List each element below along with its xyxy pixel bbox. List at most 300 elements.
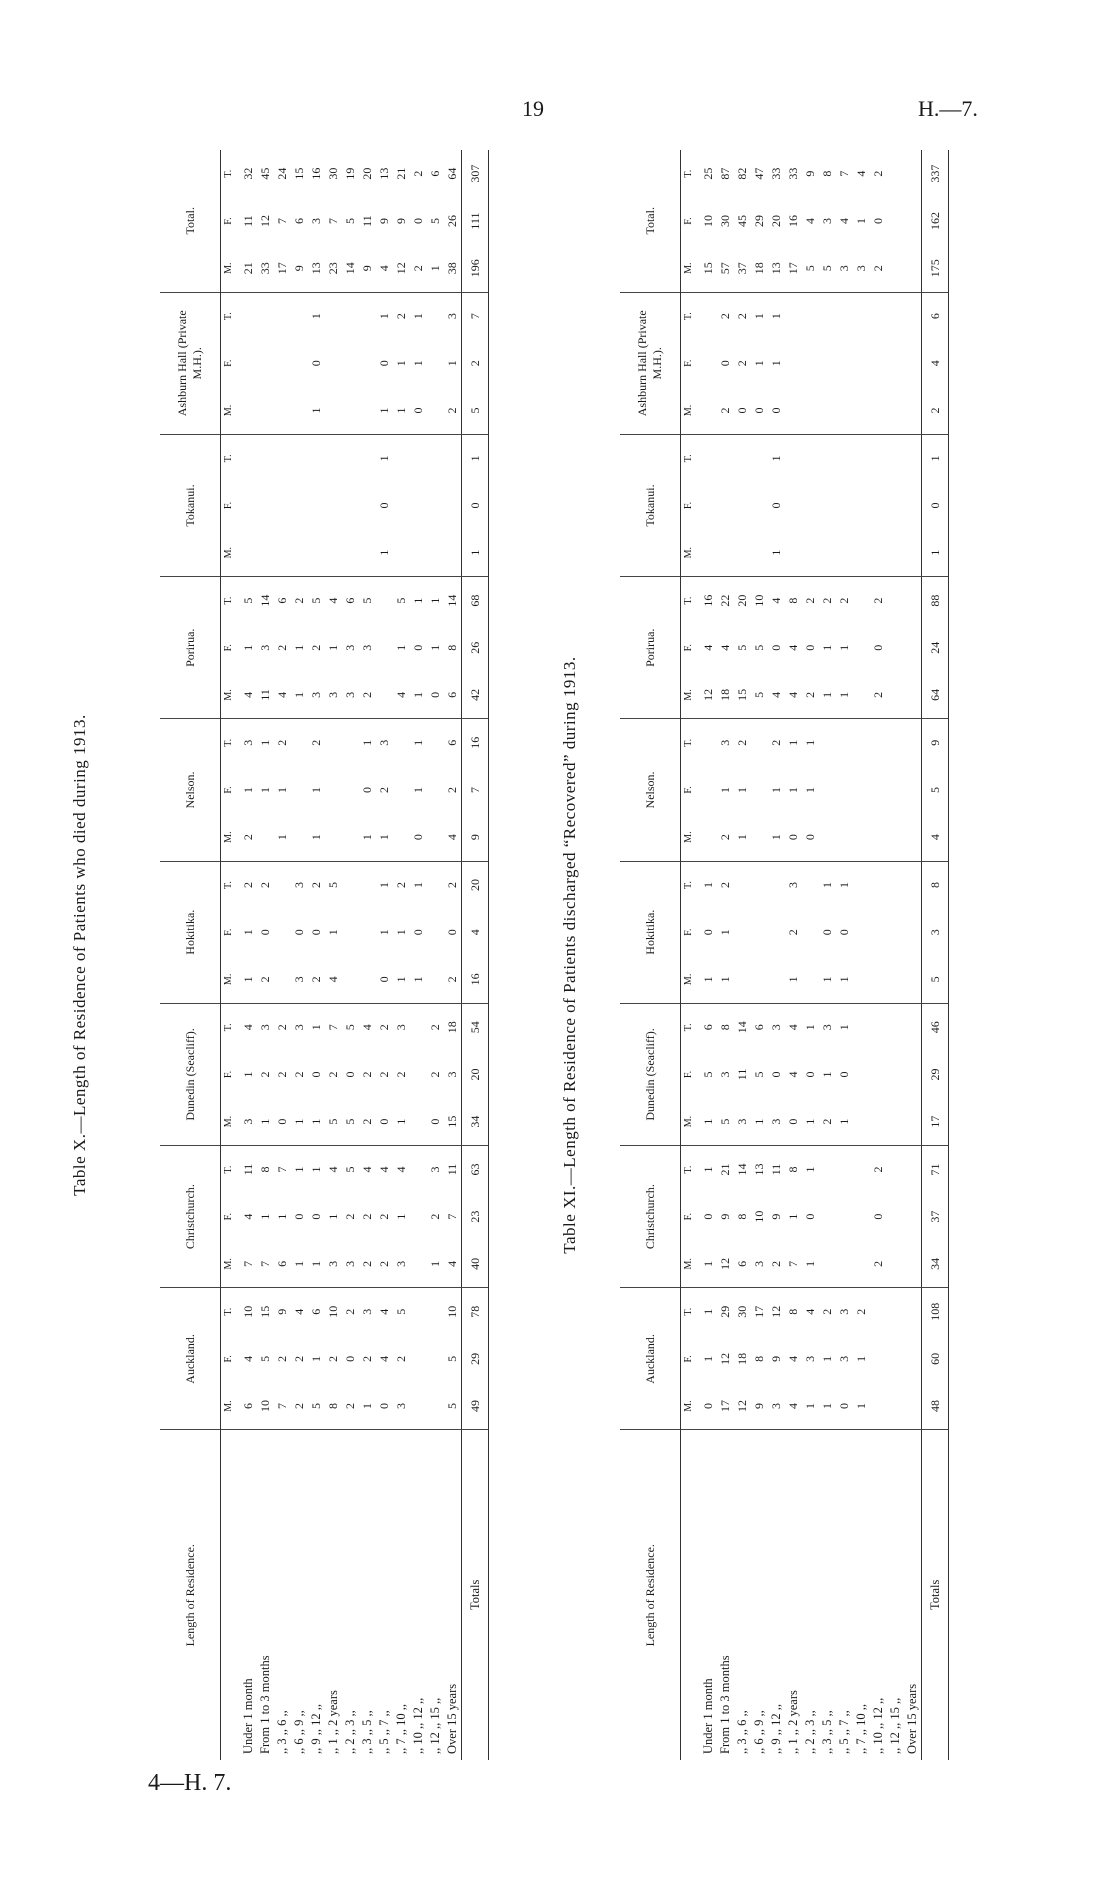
data-cell: 8 bbox=[786, 1166, 800, 1173]
data-cell bbox=[410, 1193, 427, 1240]
sex-column-label: F. bbox=[683, 501, 694, 510]
data-cell: 0 bbox=[411, 644, 425, 651]
data-cell: 1 bbox=[258, 1213, 272, 1220]
data-cell: 1 bbox=[735, 786, 749, 793]
data-cell: 2 bbox=[258, 1071, 272, 1078]
data-cell: 2 bbox=[309, 739, 323, 746]
data-cell: 1 bbox=[785, 956, 802, 1003]
sex-column-label: M. bbox=[681, 814, 697, 861]
total-cell: 4 bbox=[922, 814, 949, 861]
data-cell bbox=[342, 909, 359, 956]
data-cell: 2 bbox=[735, 360, 749, 367]
data-cell: 0 bbox=[376, 956, 393, 1003]
data-cell bbox=[904, 1098, 922, 1145]
data-cell bbox=[853, 387, 870, 434]
data-cell: 8 bbox=[735, 1213, 749, 1220]
data-cell bbox=[853, 766, 870, 813]
data-cell: 1 bbox=[394, 360, 408, 367]
sex-column-label: M. bbox=[681, 1098, 697, 1145]
total-cell: 108 bbox=[922, 1288, 949, 1335]
data-cell: 5 bbox=[343, 1166, 357, 1173]
data-cell: 2 bbox=[377, 1024, 391, 1031]
total-cell: 9 bbox=[462, 814, 489, 861]
data-cell bbox=[393, 766, 410, 813]
data-cell: 18 bbox=[751, 245, 768, 292]
table-row bbox=[236, 150, 257, 1760]
data-cell: 6 bbox=[292, 218, 306, 225]
table-row bbox=[325, 150, 342, 1760]
data-cell: 1 bbox=[427, 1240, 444, 1287]
table-row bbox=[427, 150, 444, 1760]
institution-header: Christchurch. bbox=[620, 1146, 681, 1288]
data-cell: 8 bbox=[325, 1383, 342, 1430]
data-cell bbox=[410, 1240, 427, 1287]
total-cell: 17 bbox=[922, 1098, 949, 1145]
row-label: ,, 7 ,, 10 ,, bbox=[394, 1704, 408, 1754]
data-cell: 0 bbox=[292, 929, 306, 936]
row-label: ,, 1 ,, 2 years bbox=[326, 1690, 340, 1754]
data-cell: 0 bbox=[410, 814, 427, 861]
data-cell bbox=[819, 529, 836, 576]
data-cell: 1 bbox=[309, 1355, 323, 1362]
data-cell: 1 bbox=[359, 814, 376, 861]
sex-column-label: F. bbox=[223, 1213, 234, 1221]
total-cell: 4 bbox=[462, 909, 489, 956]
data-cell: 3 bbox=[803, 1355, 817, 1362]
total-cell: 1 bbox=[462, 434, 489, 481]
data-cell: 2 bbox=[359, 1240, 376, 1287]
data-cell bbox=[236, 387, 257, 434]
data-cell bbox=[887, 434, 904, 481]
data-cell: 1 bbox=[275, 1213, 289, 1220]
institution-header: Auckland. bbox=[160, 1288, 221, 1430]
data-cell bbox=[887, 1098, 904, 1145]
data-cell: 3 bbox=[343, 644, 357, 651]
data-cell: 12 bbox=[769, 1305, 783, 1318]
data-cell: 1 bbox=[769, 455, 783, 462]
data-cell: 1 bbox=[360, 739, 374, 746]
data-cell: 2 bbox=[428, 1024, 442, 1031]
data-cell: 2 bbox=[837, 597, 851, 604]
sex-column-label: M. bbox=[221, 814, 237, 861]
data-cell bbox=[274, 292, 291, 339]
data-cell bbox=[257, 482, 274, 529]
table-x-title: Table X.—Length of Residence of Patients who died during 1913. bbox=[70, 714, 89, 1196]
data-cell bbox=[696, 766, 717, 813]
data-cell: 1 bbox=[701, 882, 715, 889]
data-cell: 0 bbox=[769, 644, 783, 651]
data-cell: 7 bbox=[326, 1024, 340, 1031]
data-cell: 3 bbox=[342, 1240, 359, 1287]
data-cell: 3 bbox=[853, 245, 870, 292]
footer-code: 4—H. 7. bbox=[148, 1770, 232, 1796]
data-cell: 6 bbox=[734, 1240, 751, 1287]
data-cell: 21 bbox=[236, 245, 257, 292]
data-cell: 1 bbox=[769, 313, 783, 320]
data-cell: 0 bbox=[785, 814, 802, 861]
data-cell bbox=[853, 340, 870, 387]
data-cell bbox=[257, 529, 274, 576]
data-cell bbox=[870, 1288, 887, 1335]
total-cell: 37 bbox=[922, 1193, 949, 1240]
row-label: ,, 2 ,, 3 ,, bbox=[803, 1710, 817, 1754]
data-cell: 47 bbox=[752, 167, 766, 180]
table-row bbox=[410, 150, 427, 1760]
data-cell: 0 bbox=[427, 1098, 444, 1145]
data-cell: 3 bbox=[445, 1071, 459, 1078]
data-cell: 5 bbox=[735, 644, 749, 651]
data-cell bbox=[427, 766, 444, 813]
data-cell: 13 bbox=[768, 245, 785, 292]
data-cell bbox=[444, 529, 462, 576]
data-cell bbox=[696, 482, 717, 529]
total-cell: 20 bbox=[462, 861, 489, 908]
data-cell: 4 bbox=[803, 218, 817, 225]
data-cell bbox=[887, 766, 904, 813]
data-cell bbox=[870, 434, 887, 481]
data-cell: 1 bbox=[376, 529, 393, 576]
data-cell: 1 bbox=[854, 218, 868, 225]
data-cell: 2 bbox=[717, 814, 734, 861]
row-label: ,, 6 ,, 9 ,, bbox=[292, 1710, 306, 1754]
data-cell: 2 bbox=[428, 1213, 442, 1220]
data-cell bbox=[904, 292, 922, 339]
data-cell bbox=[887, 909, 904, 956]
sex-column-label: F. bbox=[223, 644, 234, 652]
institution-header: Total. bbox=[160, 150, 221, 292]
table-row bbox=[444, 150, 462, 1760]
data-cell: 14 bbox=[735, 1163, 749, 1176]
data-cell: 16 bbox=[309, 167, 323, 180]
sex-column-label: T. bbox=[223, 1023, 234, 1032]
data-cell bbox=[802, 292, 819, 339]
data-cell bbox=[904, 482, 922, 529]
data-cell bbox=[887, 1003, 904, 1050]
data-cell: 2 bbox=[275, 1024, 289, 1031]
data-cell bbox=[836, 529, 853, 576]
total-cell: 46 bbox=[922, 1003, 949, 1050]
data-cell: 38 bbox=[444, 245, 462, 292]
data-cell: 1 bbox=[768, 814, 785, 861]
data-cell bbox=[853, 909, 870, 956]
data-cell: 15 bbox=[444, 1098, 462, 1145]
sub-blank bbox=[221, 1430, 237, 1760]
data-cell bbox=[768, 861, 785, 908]
data-cell: 2 bbox=[445, 786, 459, 793]
data-cell: 5 bbox=[428, 218, 442, 225]
data-cell bbox=[853, 482, 870, 529]
data-cell bbox=[904, 861, 922, 908]
data-cell: 3 bbox=[836, 245, 853, 292]
data-cell: 1 bbox=[411, 313, 425, 320]
data-cell bbox=[410, 434, 427, 481]
data-cell: 6 bbox=[445, 739, 459, 746]
table-row bbox=[785, 150, 802, 1760]
data-cell bbox=[376, 671, 393, 718]
data-cell bbox=[819, 766, 836, 813]
data-cell: 8 bbox=[258, 1166, 272, 1173]
sex-column-label: T. bbox=[223, 881, 234, 889]
data-cell bbox=[904, 577, 922, 624]
data-cell: 1 bbox=[820, 1355, 834, 1362]
data-cell: 11 bbox=[769, 1163, 783, 1176]
data-cell bbox=[427, 292, 444, 339]
data-cell: 1 bbox=[411, 597, 425, 604]
data-cell bbox=[342, 529, 359, 576]
data-cell: 2 bbox=[735, 313, 749, 320]
data-cell bbox=[393, 529, 410, 576]
sex-column-label: T. bbox=[683, 312, 694, 321]
data-cell bbox=[751, 814, 768, 861]
data-cell bbox=[410, 1335, 427, 1382]
data-cell: 4 bbox=[241, 1024, 255, 1031]
data-cell bbox=[734, 434, 751, 481]
data-cell: 15 bbox=[258, 1305, 272, 1318]
total-cell: 5 bbox=[462, 387, 489, 434]
data-cell bbox=[870, 529, 887, 576]
data-cell bbox=[819, 340, 836, 387]
data-cell: 1 bbox=[820, 644, 834, 651]
data-cell bbox=[427, 340, 444, 387]
data-cell: 5 bbox=[360, 597, 374, 604]
data-cell: 1 bbox=[752, 360, 766, 367]
table-row bbox=[853, 150, 870, 1760]
row-label: ,, 12 ,, 15 ,, bbox=[888, 1697, 902, 1754]
data-cell: 1 bbox=[359, 1383, 376, 1430]
data-cell: 45 bbox=[735, 215, 749, 228]
data-cell bbox=[410, 1146, 427, 1193]
data-cell: 20 bbox=[735, 594, 749, 607]
table-x-grid bbox=[160, 150, 489, 1760]
data-cell: 15 bbox=[734, 671, 751, 718]
data-cell: 29 bbox=[718, 1305, 732, 1318]
data-cell: 3 bbox=[325, 671, 342, 718]
data-cell: 8 bbox=[445, 644, 459, 651]
data-cell: 7 bbox=[275, 218, 289, 225]
data-cell: 5 bbox=[717, 1098, 734, 1145]
sex-column-label: F. bbox=[683, 1355, 694, 1363]
sex-column-label: M. bbox=[221, 1240, 237, 1287]
total-cell: 23 bbox=[462, 1193, 489, 1240]
sex-column-label: M. bbox=[221, 387, 237, 434]
data-cell bbox=[887, 340, 904, 387]
data-cell bbox=[836, 1240, 853, 1287]
row-label: ,, 9 ,, 12 ,, bbox=[309, 1704, 323, 1754]
institution-header: Total. bbox=[620, 150, 681, 292]
sex-column-label: M. bbox=[681, 671, 697, 718]
data-cell bbox=[836, 766, 853, 813]
data-cell: 18 bbox=[445, 1021, 459, 1034]
data-cell: 14 bbox=[258, 594, 272, 607]
data-cell: 1 bbox=[752, 313, 766, 320]
data-cell bbox=[410, 1288, 427, 1335]
data-cell: 1 bbox=[718, 786, 732, 793]
data-cell: 5 bbox=[802, 245, 819, 292]
data-cell bbox=[887, 150, 904, 197]
data-cell: 5 bbox=[308, 1383, 325, 1430]
total-cell: 20 bbox=[462, 1051, 489, 1098]
data-cell bbox=[359, 861, 376, 908]
data-cell: 9 bbox=[359, 245, 376, 292]
data-cell: 1 bbox=[751, 1098, 768, 1145]
institution-header: Ashburn Hall (Private M.H.). bbox=[160, 292, 221, 434]
sex-column-label: F. bbox=[683, 359, 694, 367]
data-cell: 1 bbox=[410, 671, 427, 718]
data-cell: 30 bbox=[735, 1305, 749, 1318]
total-cell: 1 bbox=[922, 434, 949, 481]
data-cell: 33 bbox=[257, 245, 274, 292]
data-cell bbox=[870, 1003, 887, 1050]
total-cell: 29 bbox=[922, 1051, 949, 1098]
data-cell bbox=[696, 340, 717, 387]
data-cell: 1 bbox=[308, 387, 325, 434]
data-cell bbox=[904, 1003, 922, 1050]
data-cell: 0 bbox=[360, 786, 374, 793]
sex-column-label: T. bbox=[683, 169, 694, 178]
data-cell: 4 bbox=[326, 1166, 340, 1173]
data-cell bbox=[785, 482, 802, 529]
data-cell: 2 bbox=[394, 1355, 408, 1362]
data-cell: 13 bbox=[308, 245, 325, 292]
data-cell: 7 bbox=[274, 1383, 291, 1430]
total-cell: 1 bbox=[462, 529, 489, 576]
totals-label: Totals bbox=[462, 1430, 489, 1760]
total-cell: 6 bbox=[922, 292, 949, 339]
data-cell bbox=[853, 1003, 870, 1050]
data-cell: 3 bbox=[718, 1071, 732, 1078]
data-cell: 17 bbox=[717, 1383, 734, 1430]
data-cell bbox=[734, 482, 751, 529]
data-cell bbox=[904, 671, 922, 718]
data-cell bbox=[802, 529, 819, 576]
data-cell: 21 bbox=[718, 1163, 732, 1176]
total-cell: 0 bbox=[462, 482, 489, 529]
data-cell: 0 bbox=[411, 929, 425, 936]
data-cell: 1 bbox=[394, 644, 408, 651]
data-cell: 2 bbox=[241, 882, 255, 889]
data-cell bbox=[257, 387, 274, 434]
row-label: Under 1 month bbox=[701, 1678, 715, 1754]
total-cell: 68 bbox=[462, 577, 489, 624]
data-cell: 3 bbox=[236, 1098, 257, 1145]
data-cell: 5 bbox=[241, 597, 255, 604]
table-row bbox=[257, 150, 274, 1760]
data-cell: 12 bbox=[393, 245, 410, 292]
total-cell: 40 bbox=[462, 1240, 489, 1287]
data-cell bbox=[274, 340, 291, 387]
data-cell: 0 bbox=[837, 1071, 851, 1078]
data-cell bbox=[853, 1193, 870, 1240]
data-cell bbox=[342, 387, 359, 434]
data-cell: 2 bbox=[359, 1098, 376, 1145]
data-cell: 17 bbox=[785, 245, 802, 292]
data-cell bbox=[785, 292, 802, 339]
data-cell: 5 bbox=[325, 1098, 342, 1145]
data-cell: 9 bbox=[275, 1308, 289, 1315]
data-cell: 11 bbox=[241, 215, 255, 227]
data-cell bbox=[359, 909, 376, 956]
sex-column-label: M. bbox=[221, 671, 237, 718]
data-cell: 3 bbox=[786, 882, 800, 889]
data-cell: 2 bbox=[292, 1355, 306, 1362]
sub-blank bbox=[681, 1430, 697, 1760]
data-cell: 22 bbox=[718, 594, 732, 607]
data-cell bbox=[696, 814, 717, 861]
data-cell: 8 bbox=[786, 597, 800, 604]
data-cell: 5 bbox=[258, 1355, 272, 1362]
data-cell: 2 bbox=[802, 671, 819, 718]
sex-column-label: M. bbox=[681, 956, 697, 1003]
row-label: ,, 5 ,, 7 ,, bbox=[837, 1710, 851, 1754]
data-cell: 2 bbox=[445, 882, 459, 889]
data-cell bbox=[802, 861, 819, 908]
data-cell: 3 bbox=[837, 1355, 851, 1362]
data-cell: 3 bbox=[820, 1024, 834, 1031]
data-cell: 1 bbox=[241, 1071, 255, 1078]
data-cell bbox=[802, 956, 819, 1003]
data-cell bbox=[359, 340, 376, 387]
table-row bbox=[717, 150, 734, 1760]
data-cell: 1 bbox=[291, 1240, 308, 1287]
data-cell: 2 bbox=[309, 882, 323, 889]
table-xi-title: Table XI.—Length of Residence of Patients discharged “Recovered” during 1913. bbox=[560, 656, 579, 1254]
data-cell bbox=[819, 814, 836, 861]
data-cell: 2 bbox=[309, 644, 323, 651]
data-cell: 6 bbox=[701, 1024, 715, 1031]
data-cell: 3 bbox=[292, 882, 306, 889]
institution-header: Porirua. bbox=[620, 577, 681, 719]
data-cell: 3 bbox=[291, 956, 308, 1003]
data-cell: 2 bbox=[360, 1355, 374, 1362]
data-cell: 2 bbox=[871, 1166, 885, 1173]
data-cell bbox=[836, 387, 853, 434]
data-cell bbox=[427, 1288, 444, 1335]
totals-row bbox=[922, 150, 949, 1760]
total-cell: 0 bbox=[922, 482, 949, 529]
sex-column-label: F. bbox=[683, 217, 694, 225]
data-cell: 2 bbox=[394, 313, 408, 320]
data-cell: 2 bbox=[871, 170, 885, 177]
data-cell: 3 bbox=[820, 218, 834, 225]
data-cell: 3 bbox=[734, 1098, 751, 1145]
institution-header: Hokitika. bbox=[620, 861, 681, 1003]
data-cell bbox=[887, 292, 904, 339]
total-cell: 1 bbox=[922, 529, 949, 576]
data-cell bbox=[904, 434, 922, 481]
data-cell bbox=[410, 1003, 427, 1050]
sex-column-label: T. bbox=[683, 596, 694, 605]
data-cell: 1 bbox=[326, 929, 340, 936]
data-cell: 4 bbox=[803, 1308, 817, 1315]
row-label: From 1 to 3 months bbox=[258, 1655, 272, 1754]
data-cell: 4 bbox=[326, 597, 340, 604]
data-cell bbox=[887, 1051, 904, 1098]
institution-header: Nelson. bbox=[160, 719, 221, 861]
data-cell: 1 bbox=[377, 455, 391, 462]
data-cell: 9 bbox=[718, 1213, 732, 1220]
table-row bbox=[802, 150, 819, 1760]
data-cell bbox=[342, 292, 359, 339]
table-row bbox=[291, 150, 308, 1760]
data-cell: 7 bbox=[257, 1240, 274, 1287]
data-cell bbox=[870, 1383, 887, 1430]
data-cell: 2 bbox=[326, 1071, 340, 1078]
data-cell: 1 bbox=[394, 929, 408, 936]
data-cell: 2 bbox=[377, 1213, 391, 1220]
data-cell: 17 bbox=[274, 245, 291, 292]
data-cell: 0 bbox=[309, 929, 323, 936]
data-cell: 1 bbox=[803, 1024, 817, 1031]
